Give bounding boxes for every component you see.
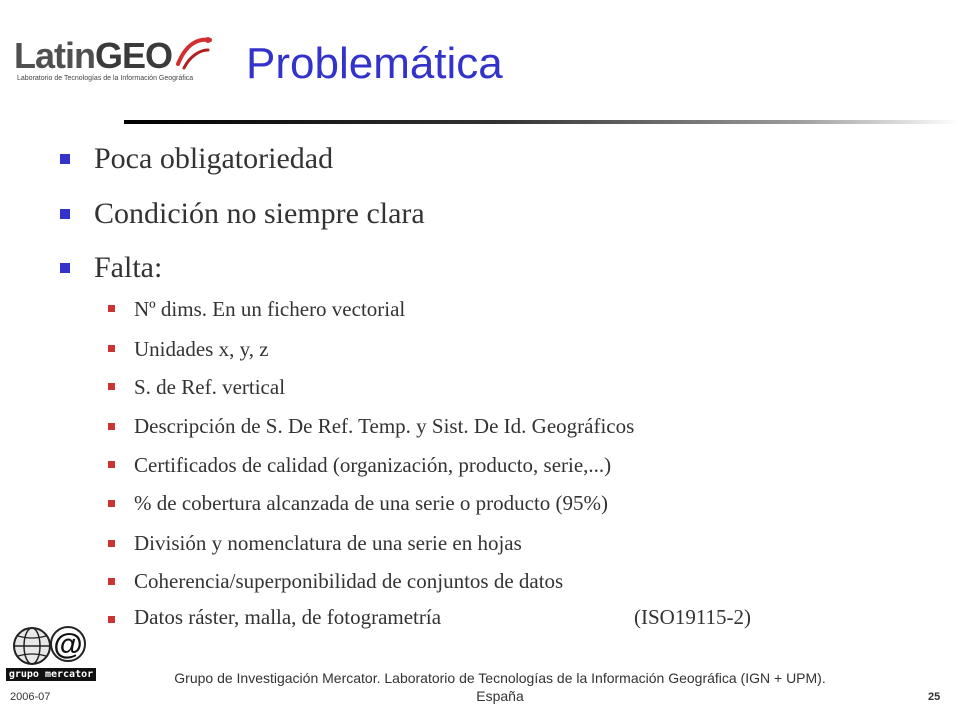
sub-bullet-item-5: Certificados de calidad (organización, producto, serie,...) <box>134 453 612 477</box>
sub-bullet-square-icon <box>108 461 115 468</box>
iso-reference: (ISO19115-2) <box>634 605 752 629</box>
slide-title: Problemática <box>246 39 503 88</box>
latingeo-logo <box>14 36 214 92</box>
sub-bullet-square-icon <box>108 305 115 312</box>
bullet-square-icon <box>60 263 70 273</box>
sub-bullet-square-icon <box>108 616 115 623</box>
page-number: 25 <box>928 691 941 703</box>
footer-line-1: Grupo de Investigación Mercator. Laboratorio de Tecnologías de la Información Geográfica (IGN + UPM). <box>174 670 826 686</box>
sub-bullet-square-icon <box>108 423 115 430</box>
bullet-square-icon <box>60 209 70 219</box>
logo-subtitle: Laboratorio de Tecnologías de la Información Geográfica <box>17 75 194 82</box>
footer-credits <box>120 669 880 705</box>
sub-bullet-square-icon <box>108 383 115 390</box>
footer-line-2: España <box>476 688 524 704</box>
logo-latin-text: Latin <box>14 35 95 76</box>
sub-bullet-square-icon <box>108 578 115 585</box>
sub-bullet-item-1: Nº dims. En un fichero vectorial <box>134 297 406 321</box>
bullet-item-2: Condición no siempre clara <box>94 197 425 230</box>
sub-bullet-item-6: % de cobertura alcanzada de una serie o producto (95%) <box>134 491 609 515</box>
sub-bullet-item-4: Descripción de S. De Ref. Temp. y Sist. De Id. Geográficos <box>134 414 635 438</box>
grupo-mercator-label: grupo mercator <box>6 668 96 681</box>
at-symbol: @ <box>53 628 83 661</box>
sub-bullet-square-icon <box>108 540 115 547</box>
sub-bullet-item-7: División y nomenclatura de una serie en hojas <box>134 531 522 555</box>
bullet-square-icon <box>60 154 70 164</box>
globe-at-icon <box>6 624 96 668</box>
title-divider <box>124 120 960 124</box>
sub-bullet-item-8: Coherencia/superponibilidad de conjuntos de datos <box>134 569 564 593</box>
bullet-item-1: Poca obligatoriedad <box>94 142 334 175</box>
latingeo-logo-wordmark <box>14 36 172 76</box>
sub-bullet-square-icon <box>108 500 115 507</box>
sub-bullet-square-icon <box>108 345 115 352</box>
sub-bullet-item-2: Unidades x, y, z <box>134 337 269 361</box>
logo-swoosh-icon <box>174 34 214 74</box>
footer-date: 2006-07 <box>10 691 51 703</box>
grupo-mercator-logo <box>6 624 96 688</box>
bullet-item-3: Falta: <box>94 251 163 284</box>
sub-bullet-item-3: S. de Ref. vertical <box>134 375 286 399</box>
sub-bullet-item-9: Datos ráster, malla, de fotogrametría <box>134 605 442 629</box>
logo-geo-text: GEO <box>95 35 173 76</box>
